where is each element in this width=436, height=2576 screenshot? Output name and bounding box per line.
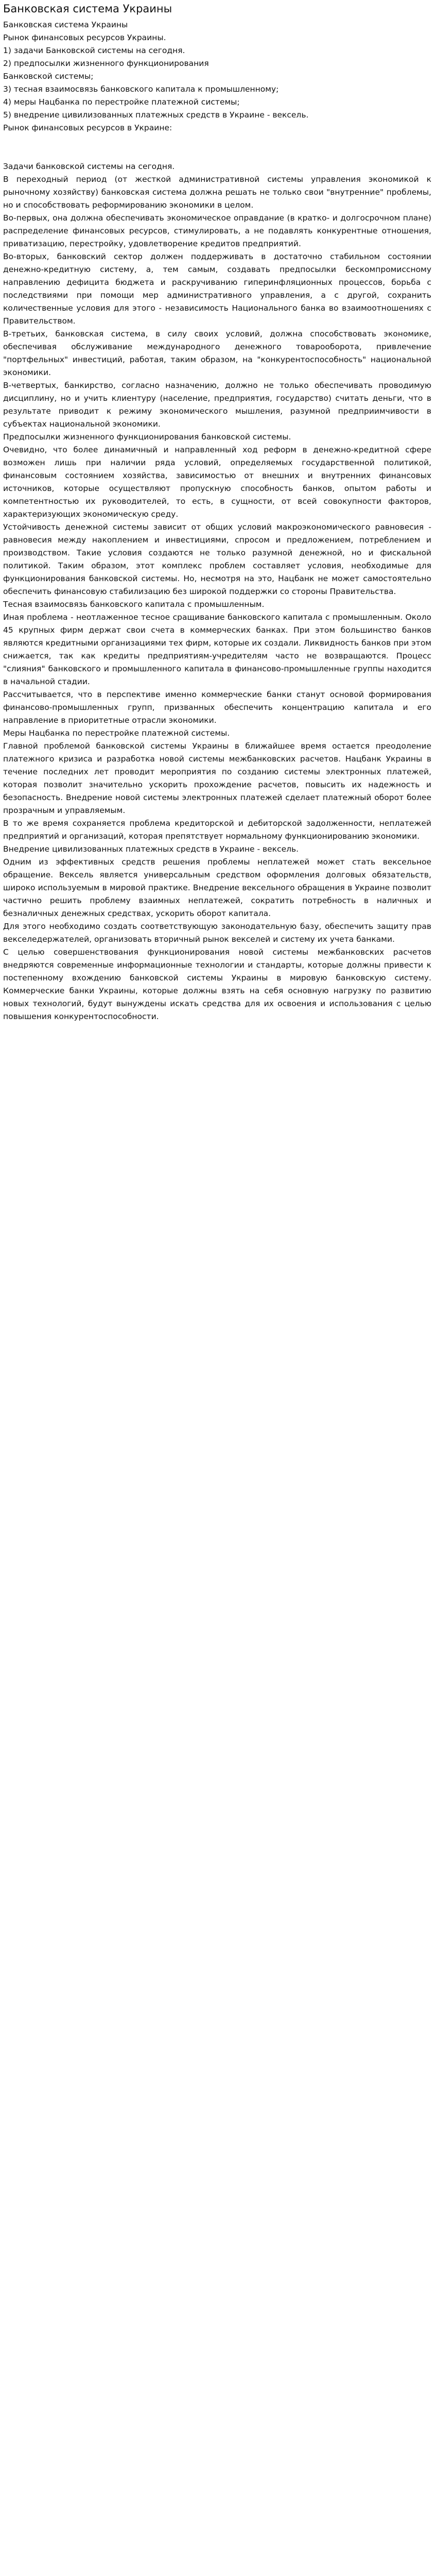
intro-line: 1) задачи Банковской системы на сегодня. (3, 46, 185, 55)
paragraph: Главной проблемой банковской системы Украины в ближайшее время остается преодоление платежного кризиса и разработка новой системы межбанковских расчетов. Нацбанк Украины в течение последних лет проводит мероприятия по созданию системы электронных платежей, которая позволит значительно ускорить прохождение расчетов, повысить их надежность и безопасность. Внедрение новой системы электронных платежей сделает платежный оборот более прозрачным и управляемым. (3, 741, 431, 815)
paragraph: Задачи банковской системы на сегодня. (3, 162, 175, 171)
paragraph: Устойчивость денежной системы зависит от общих условий макроэкономического равновесия - равновесия между накоплением и инвестициями, спросом и предложением, потреблением и производством. Такие условия создаются не только разумной денежной, но и фискальной политикой. Таким образом, этот комплекс проблем составляет условия, необходимые для функционирования банковской системы. Но, несмотря на это, Нацбанк не может самостоятельно обеспечить финансовую стабилизацию без широкой поддержки со стороны Правительства. (3, 522, 431, 596)
intro-line: 4) меры Нацбанка по перестройке платежной системы; (3, 97, 240, 107)
intro-line: 3) тесная взаимосвязь банковского капитала к промышленному; (3, 84, 279, 94)
paragraph: Тесная взаимосвязь банковского капитала с промышленным. (3, 600, 265, 609)
document-title: Банковская система Украины (3, 3, 172, 15)
paragraph: В-третьих, банковская система, в силу своих условий, должна способствовать экономике, обеспечивая обслуживание международного денежного товарооборота, привлечение "портфельных" инвестиций, работая, таким образом, на "конкурентоспособность" национальной экономики. (3, 329, 431, 377)
paragraph: В переходный период (от жесткой административной системы управления экономикой к рыночному хозяйству) банковская система должна решать не только свои "внутренние" проблемы, но и способствовать реформированию экономики в целом. (3, 175, 431, 210)
intro-line: Рынок финансовых ресурсов Украины. (3, 33, 166, 42)
paragraph: Во-первых, она должна обеспечивать экономическое оправдание (в кратко- и долгосрочном плане) распределение финансовых ресурсов, стимулировать, а не подавлять конкурентные отношения, приватизацию, перестройку, удовлетворение кредитов предприятий. (3, 213, 431, 248)
paragraph: Иная проблема - неотлаженное тесное сращивание банковского капитала с промышленным. Около 45 крупных фирм держат свои счета в коммерческих банках. При этом большинство банков являются кредитными организациями тех фирм, которые их создали. Ликвидность банков при этом снижается, так как кредиты предприятиям-учредителям часто не возвращаются. Процесс "слияния" банковского и промышленного капитала в финансово-промышленные группы находится в начальной стадии. (3, 613, 431, 686)
paragraph: Рассчитывается, что в перспективе именно коммерческие банки станут основой формирования финансово-промышленных групп, призванных обеспечить концентрацию капитала и его направление в приоритетные отрасли экономики. (3, 690, 431, 725)
paragraph: Очевидно, что более динамичный и направленный ход реформ в денежно-кредитной сфере возможен лишь при наличии ряда условий, определяемых государственной политикой, финансовым состоянием хозяйства, зависимостью от внешних и внутренних финансовых источников, которые осуществляют пропускную способность банков, опытом работы и компетентностью их руководителей, то есть, в сущности, от всей совокупности факторов, характеризующих экономическую среду. (3, 445, 431, 519)
intro-line: 5) внедрение цивилизованных платежных средств в Украине - вексель. (3, 110, 309, 120)
document-body (3, 2, 431, 1023)
paragraph: В то же время сохраняется проблема кредиторской и дебиторской задолженности, неплатежей предприятий и организаций, которая препятствует нормальному функционированию экономики. (3, 819, 431, 841)
intro-line: Банковской системы; (3, 72, 94, 81)
paragraph: В-четвертых, банкирство, согласно назначению, должно не только обеспечивать проводимую дисциплину, но и учить клиентуру (население, предприятия, государство) считать деньги, что в результате приводит к режиму экономического мышления, разумной предприимчивости в субъектах национальной экономики. (3, 381, 431, 429)
intro-line: Рынок финансовых ресурсов в Украине: (3, 123, 172, 132)
paragraph: Во-вторых, банковский сектор должен поддерживать в достаточно стабильном состоянии денежно-кредитную систему, а, тем самым, создавать предпосылки бескомпромиссному направлению дефицита бюджета и раскручиванию гиперинфляционных процессов, борьба с последствиями при помощи мер административного управления, а с другой, сохранить количественные условия для этого - независимость Национального банка во взаимоотношениях с Правительством. (3, 252, 431, 326)
sections (3, 160, 431, 1023)
paragraph: Внедрение цивилизованных платежных средств в Украине - вексель. (3, 844, 299, 854)
intro-list (3, 31, 431, 134)
intro-line: 2) предпосылки жизненного функционирования (3, 59, 209, 68)
paragraph: С целью совершенствования функционирования новой системы межбанковских расчетов внедряются современные информационные технологии и стандарты, которые должны привести к постепенному вхождению банковской системы Украины в мировую банковскую систему. Коммерческие банки Украины, которые должны взять на себя основную нагрузку по развитию новых технологий, будут вынуждены искать средства для их освоения и использования с целью повышения конкурентоспособности. (3, 947, 431, 1021)
paragraph: Меры Нацбанка по перестройке платежной системы. (3, 728, 230, 738)
paragraph: Одним из эффективных средств решения проблемы неплатежей может стать вексельное обращение. Вексель является универсальным средством оформления долговых обязательств, широко используемым в мировой практике. Внедрение вексельного обращения в Украине позволит частично решить проблему взаимных неплатежей, сократить потребность в наличных и безналичных денежных средствах, ускорить оборот капитала. (3, 857, 431, 918)
paragraph: Для этого необходимо создать соответствующую законодательную базу, обеспечить защиту прав векселедержателей, организовать вторичный рынок векселей и систему их учета банками. (3, 922, 431, 944)
paragraph: Предпосылки жизненного функционирования банковской системы. (3, 432, 291, 442)
document-subtitle: Банковская система Украины (3, 20, 128, 29)
